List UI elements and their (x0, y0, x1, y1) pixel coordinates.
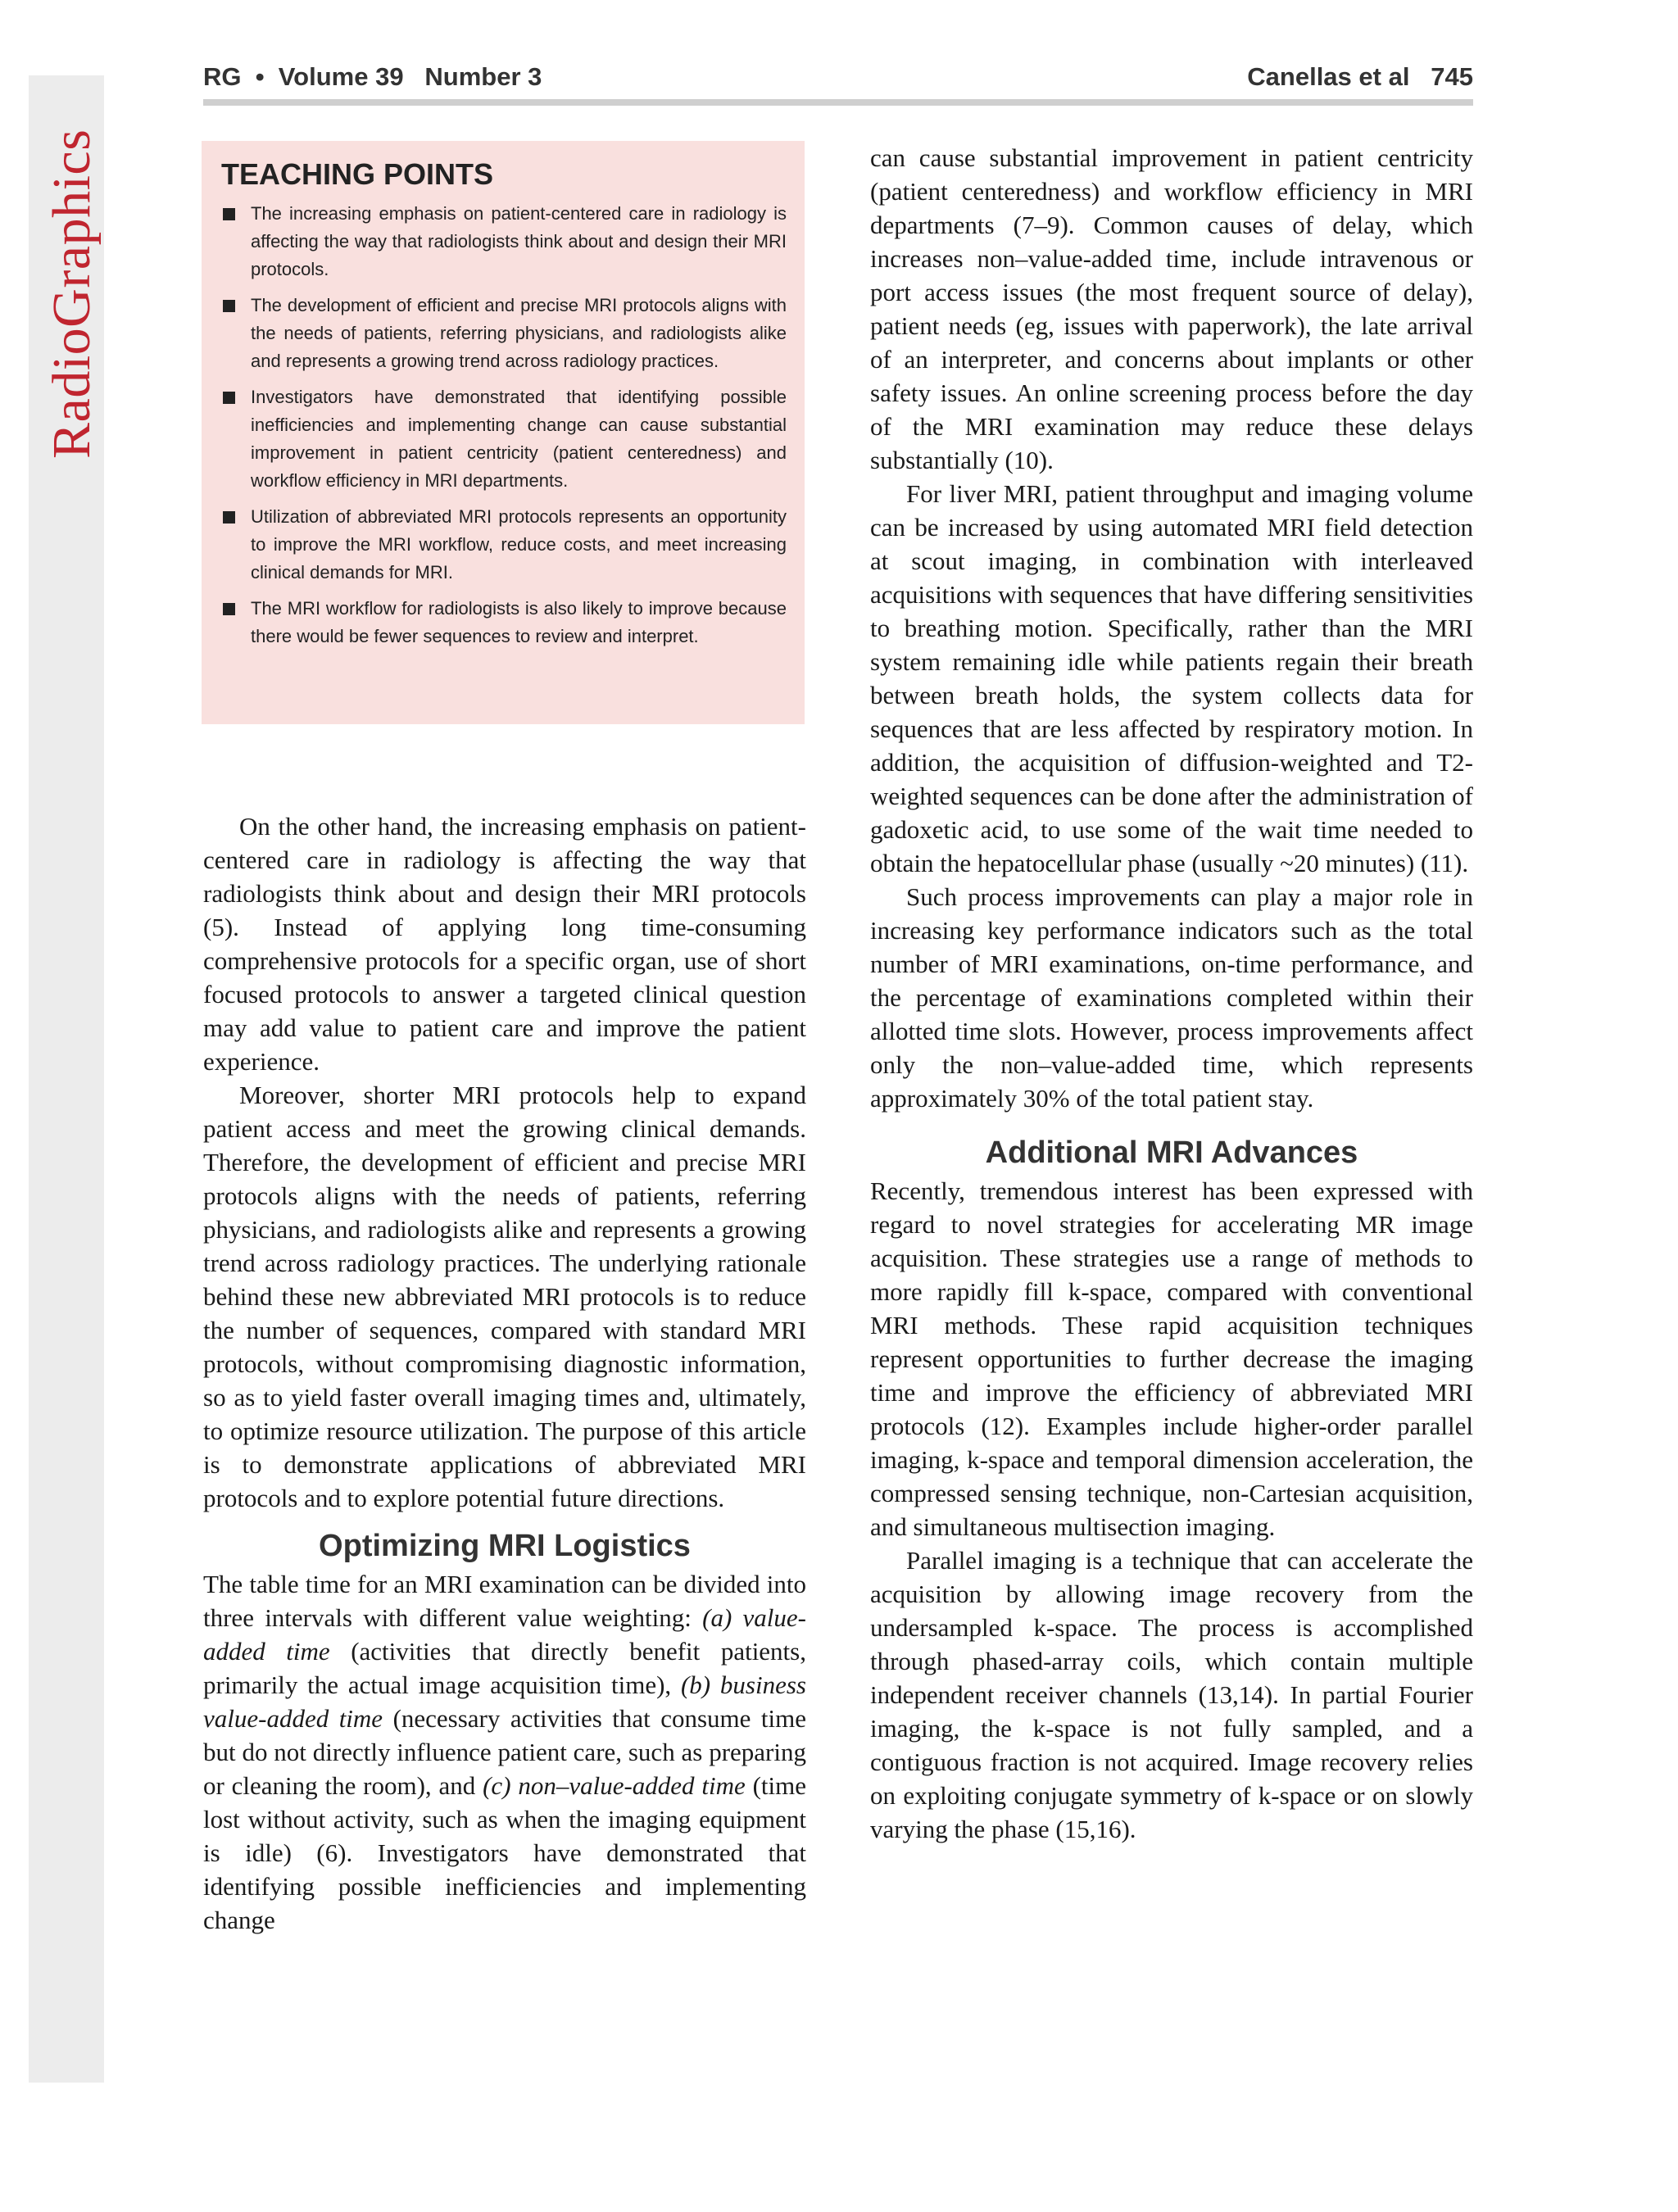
teaching-points-box (202, 141, 805, 724)
journal-brand: RadioGraphics (42, 129, 102, 459)
square-bullet-icon (223, 300, 235, 312)
teaching-point-text: The development of efficient and precise MRI protocols aligns with the needs of patients, referring physicians, and radiologists alike and represents a growing trend across radiology practices. (251, 295, 787, 371)
teaching-point (221, 503, 787, 587)
square-bullet-icon (223, 511, 235, 524)
body-paragraph (203, 1567, 806, 1937)
teaching-point-text: Utilization of abbreviated MRI protocols represents an opportunity to improve the MRI workflow, reduce costs, and meet increasing clinical demands for MRI. (251, 506, 787, 582)
body-paragraph: For liver MRI, patient throughput and imaging volume can be increased by using automated MRI field detection at scout imaging, in combination with interleaved acquisitions with sequences that have differing sensitivities to breathing motion. Specifically, rather than the MRI system remaining idle while patients regain their breath between breath holds, the system collects data for sequences that are less affected by respiratory motion. In addition, the acquisition of diffusion-weighted and T2-weighted sequences can be done after the administration of gadoxetic acid, to use some of the wait time needed to obtain the hepatocellular phase (usually ~20 minutes) (11). (870, 479, 1473, 877)
header-rule (203, 99, 1473, 106)
text-run: The table time for an MRI examination can be divided into three intervals with different value weighting: (203, 1570, 806, 1632)
body-paragraph: Such process improvements can play a major role in increasing key performance indicators such as the total number of MRI examinations, on-time performance, and the percentage of examinations completed within their allotted time slots. However, process improvements affect only the non–value-added time, which represents approximately 30% of the total patient stay. (870, 882, 1473, 1113)
teaching-point (221, 200, 787, 283)
header-author-page: Canellas et al 745 (1247, 62, 1473, 91)
body-paragraph: can cause substantial improvement in patient centricity (patient centeredness) and workflow efficiency in MRI departments (7–9). Common causes of delay, which increases non–value-added time, include intravenous or port access issues (the most frequent source of delay), patient needs (eg, issues with paperwork), the late arrival of an interpreter, and concerns about implants or other safety issues. An online screening process before the day of the MRI examination may reduce these delays substantially (10). (870, 143, 1473, 474)
running-header (203, 62, 1473, 102)
teaching-point-text: Investigators have demonstrated that identifying possible inefficiencies and implementing change can cause substantial improvement in patient centricity (patient centeredness) and workflow efficiency in MRI departments. (251, 387, 787, 491)
text-run: (necessary activities that consume time but do not directly influence patient care, such as preparing or cleaning the room), and (203, 1704, 806, 1800)
body-paragraph: Recently, tremendous interest has been expressed with regard to novel strategies for accelerating MR image acquisition. These strategies use a range of methods to more rapidly fill k-space, compared with conventional MRI methods. These rapid acquisition techniques represent opportunities to further decrease the imaging time and improve the efficiency of abbreviated MRI protocols (12). Examples include higher-order parallel imaging, k-space and temporal dimension acceleration, the compressed sensing technique, non-Cartesian acquisition, and simultaneous multisection imaging. (870, 1176, 1473, 1541)
text-run: (time lost without activity, such as when the imaging equipment is idle) (6). Investigators have demonstrated that identifying possible inefficiencies and implementing change (203, 1771, 807, 1934)
body-paragraph: On the other hand, the increasing emphasis on patient-centered care in radiology is affecting the way that radiologists think about and design their MRI protocols (5). Instead of applying long time-consuming comprehensive protocols for a specific organ, use of short focused protocols to answer a targeted clinical question may add value to patient care and improve the patient experience. (203, 812, 806, 1076)
left-column (203, 809, 806, 1937)
italic-term: (a) value-added time (203, 1603, 806, 1666)
teaching-point-text: The MRI workflow for radiologists is also likely to improve because there would be fewer sequences to review and interpret. (251, 598, 787, 646)
header-journal-info: RG • Volume 39 Number 3 (203, 62, 542, 91)
right-column (870, 141, 1473, 1846)
teaching-point (221, 292, 787, 375)
section-heading-logistics: Optimizing MRI Logistics (319, 1529, 691, 1563)
teaching-points-list (221, 200, 787, 659)
square-bullet-icon (223, 208, 235, 220)
text-run: (activities that directly benefit patients, primarily the actual image acquisition time), (203, 1637, 806, 1699)
teaching-points-title: TEACHING POINTS (221, 157, 494, 191)
teaching-point (221, 383, 787, 495)
square-bullet-icon (223, 603, 235, 615)
section-heading-advances: Additional MRI Advances (985, 1135, 1358, 1170)
body-paragraph: Moreover, shorter MRI protocols help to expand patient access and meet the growing clinical demands. Therefore, the development of efficient and precise MRI protocols aligns with the needs of patients, referring physicians, and radiologists alike and represents a growing trend across radiology practices. The underlying rationale behind these new abbreviated MRI protocols is to reduce the number of sequences, compared with standard MRI protocols, without compromising diagnostic information, so as to yield faster overall imaging times and, ultimately, to optimize resource utilization. The purpose of this article is to demonstrate applications of abbreviated MRI protocols and to explore potential future directions. (203, 1081, 806, 1512)
square-bullet-icon (223, 392, 235, 404)
teaching-point (221, 595, 787, 650)
body-paragraph: Parallel imaging is a technique that can accelerate the acquisition by allowing image recovery from the undersampled k-space. The process is accomplished through phased-array coils, which contain multiple independent receiver channels (13,14). In partial Fourier imaging, the k-space is not fully sampled, and a contiguous fraction is not acquired. Image recovery relies on exploiting conjugate symmetry of k-space or on slowly varying the phase (15,16). (870, 1546, 1473, 1843)
italic-term: (c) non–value-added time (483, 1771, 746, 1800)
teaching-point-text: The increasing emphasis on patient-centered care in radiology is affecting the way that radiologists think about and design their MRI protocols. (251, 203, 787, 279)
italic-term: (b) business value-added time (203, 1670, 806, 1733)
